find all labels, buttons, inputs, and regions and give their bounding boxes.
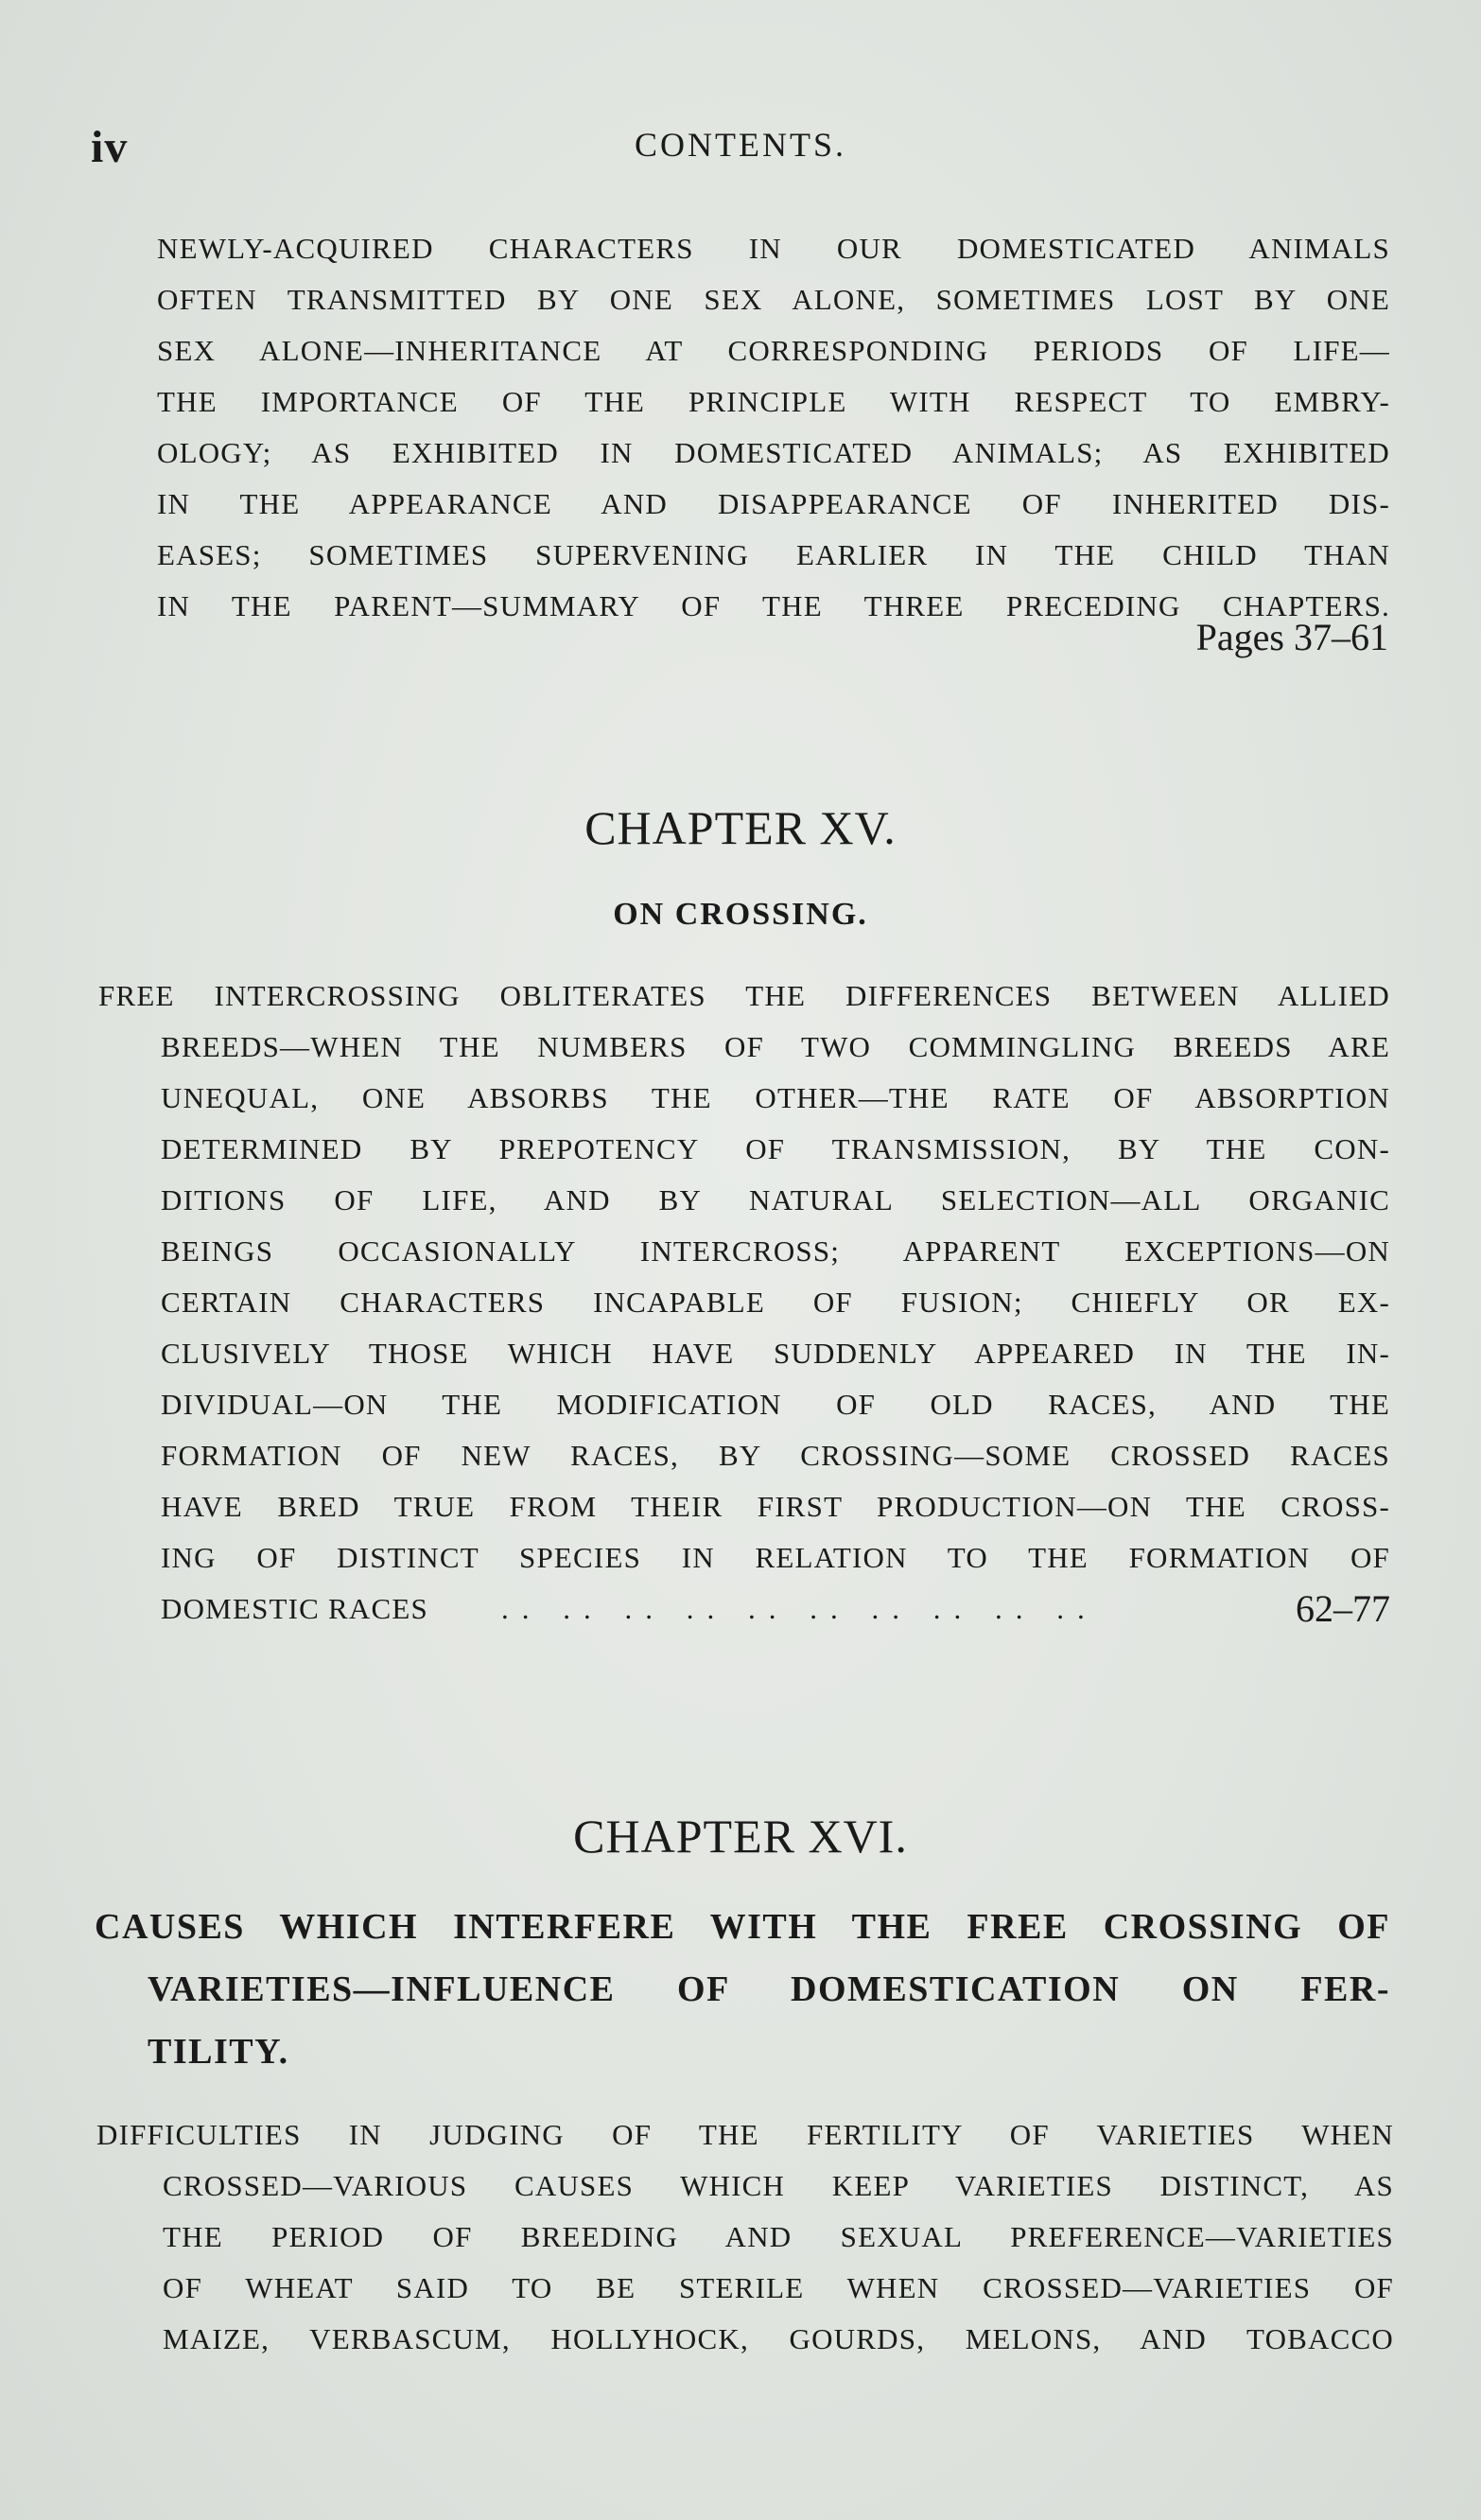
text-line: MAIZE, VERBASCUM, HOLLYHOCK, GOURDS, MELONS, AND TOBACCO <box>163 2322 1394 2355</box>
chapter-15-title: CHAPTER XV. <box>584 801 897 854</box>
text-line: OF WHEAT SAID TO BE STERILE WHEN CROSSED—VARIETIES OF <box>163 2271 1394 2304</box>
heading-line: CAUSES WHICH INTERFERE WITH THE FREE CROSSING OF <box>95 1907 1390 1947</box>
chapter-15-page-reference: 62–77 <box>1296 1587 1390 1630</box>
running-title: CONTENTS. <box>635 126 846 164</box>
chapter-15-summary <box>98 971 1390 1635</box>
text-line: CROSSED—VARIOUS CAUSES WHICH KEEP VARIETIES DISTINCT, AS <box>163 2169 1394 2202</box>
text-line: FORMATION OF NEW RACES, BY CROSSING—SOME CROSSED RACES <box>161 1439 1390 1472</box>
last-line-text: DOMESTIC RACES <box>161 1592 428 1625</box>
chapter-16-summary <box>96 2109 1394 2365</box>
text-line: DIVIDUAL—ON THE MODIFICATION OF OLD RACES, AND THE <box>161 1388 1390 1421</box>
text-line: IN THE APPEARANCE AND DISAPPEARANCE OF INHERITED DIS- <box>157 487 1390 520</box>
text-line: NEWLY-ACQUIRED CHARACTERS IN OUR DOMESTICATED ANIMALS <box>157 232 1390 265</box>
page-number: iv <box>91 122 129 172</box>
text-line: OFTEN TRANSMITTED BY ONE SEX ALONE, SOMETIMES LOST BY ONE <box>157 283 1390 316</box>
text-line: THE PERIOD OF BREEDING AND SEXUAL PREFERENCE—VARIETIES <box>163 2220 1394 2253</box>
text-line: IN THE PARENT—SUMMARY OF THE THREE PRECEDING CHAPTERS. <box>157 589 1390 622</box>
text-line: FREE INTERCROSSING OBLITERATES THE DIFFERENCES BETWEEN ALLIED <box>98 979 1390 1012</box>
text-line: DETERMINED BY PREPOTENCY OF TRANSMISSION, BY THE CON- <box>161 1132 1390 1165</box>
text-line: BEINGS OCCASIONALLY INTERCROSS; APPARENT EXCEPTIONS—ON <box>161 1234 1390 1268</box>
heading-line: TILITY. <box>148 2032 289 2072</box>
text-line: THE IMPORTANCE OF THE PRINCIPLE WITH RESPECT TO EMBRY- <box>157 385 1390 418</box>
text-line: EASES; SOMETIMES SUPERVENING EARLIER IN THE CHILD THAN <box>157 538 1390 571</box>
chapter-15-subtitle: ON CROSSING. <box>613 897 868 932</box>
last-line <box>161 1584 1390 1635</box>
text-line: DITIONS OF LIFE, AND BY NATURAL SELECTION—ALL ORGANIC <box>161 1183 1390 1216</box>
page-header <box>91 121 1390 178</box>
dot-leader: .. .. .. .. .. .. .. .. .. .. <box>501 1592 1098 1625</box>
text-line: HAVE BRED TRUE FROM THEIR FIRST PRODUCTION—ON THE CROSS- <box>161 1490 1390 1523</box>
heading-line: VARIETIES—INFLUENCE OF DOMESTICATION ON FER- <box>148 1969 1390 2009</box>
text-line: ING OF DISTINCT SPECIES IN RELATION TO THE FORMATION OF <box>161 1541 1390 1574</box>
text-line: DIFFICULTIES IN JUDGING OF THE FERTILITY OF VARIETIES WHEN <box>96 2118 1394 2151</box>
text-line: CLUSIVELY THOSE WHICH HAVE SUDDENLY APPEARED IN THE IN- <box>161 1337 1390 1370</box>
chapter-16-heading <box>95 1896 1390 2083</box>
intro-paragraph <box>157 223 1390 632</box>
text-line: OLOGY; AS EXHIBITED IN DOMESTICATED ANIMALS; AS EXHIBITED <box>157 436 1390 469</box>
text-line: SEX ALONE—INHERITANCE AT CORRESPONDING PERIODS OF LIFE— <box>157 334 1390 367</box>
chapter-16-title: CHAPTER XVI. <box>573 1810 908 1863</box>
intro-page-reference: Pages 37–61 <box>1195 616 1388 658</box>
text-line: BREEDS—WHEN THE NUMBERS OF TWO COMMINGLING BREEDS ARE <box>161 1030 1390 1063</box>
text-line: UNEQUAL, ONE ABSORBS THE OTHER—THE RATE OF ABSORPTION <box>161 1081 1390 1114</box>
text-line: CERTAIN CHARACTERS INCAPABLE OF FUSION; CHIEFLY OR EX- <box>161 1286 1390 1319</box>
